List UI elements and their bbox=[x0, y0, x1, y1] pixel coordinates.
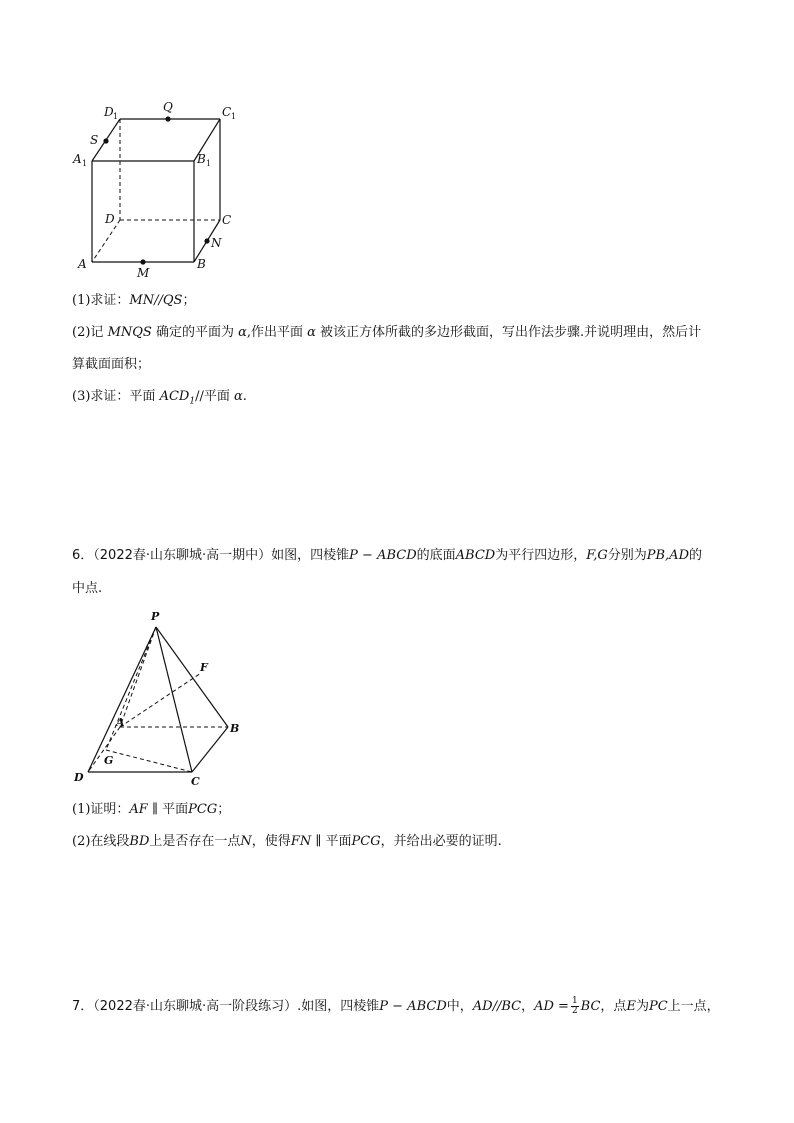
label-s: S bbox=[90, 133, 99, 147]
svg-text:1: 1 bbox=[113, 112, 119, 121]
svg-text:1: 1 bbox=[206, 159, 212, 168]
label-m: M bbox=[137, 266, 150, 280]
q6-part1: (1)证明：AF ∥ 平面PCG； bbox=[72, 802, 231, 817]
label-b: B bbox=[197, 257, 206, 271]
fraction-half: $\frac{1}{2}$ bbox=[571, 996, 578, 1016]
point-q bbox=[165, 116, 170, 121]
svg-text:1: 1 bbox=[82, 159, 88, 168]
q6-stem-line1: 6．（2022春·山东聊城·高一期中）如图，四棱锥P − ABCD的底面ABCD为平行四边形，F,G分别为PB,AD的 bbox=[72, 548, 703, 563]
label-c: C bbox=[222, 213, 232, 227]
label-d1: D bbox=[104, 105, 114, 119]
point-n bbox=[204, 238, 209, 243]
point-m bbox=[140, 259, 145, 264]
q6-stem-line2: 中点. bbox=[72, 581, 103, 596]
svg-text:1: 1 bbox=[231, 112, 237, 121]
label-p: P bbox=[151, 610, 160, 623]
label-q: Q bbox=[163, 100, 173, 114]
label-n: N bbox=[211, 236, 222, 250]
label-c: C bbox=[191, 775, 200, 788]
label-g: G bbox=[104, 754, 114, 767]
q6-part2: (2)在线段BD上是否存在一点N，使得FN ∥ 平面PCG，并给出必要的证明. bbox=[72, 834, 502, 849]
label-a: A bbox=[78, 257, 87, 271]
q7-stem: 7．（2022春·山东聊城·高一阶段练习）.如图，四棱锥P − ABCD中，AD//BC，AD = $\frac{1}{2}$ BC，点E为PC上一点， bbox=[72, 996, 720, 1016]
q5-part1: (1)求证：MN//QS； bbox=[72, 293, 196, 308]
q5-part3: (3)求证：平面 $ACD_1//$平面 α. bbox=[72, 389, 247, 407]
label-d: D bbox=[105, 212, 115, 226]
cube-figure bbox=[70, 95, 250, 285]
label-f: F bbox=[200, 661, 208, 674]
label-a1: A bbox=[73, 152, 82, 166]
label-b: B bbox=[230, 722, 240, 735]
label-a: A bbox=[116, 716, 125, 729]
q5-part2-line1: (2)记 MNQS 确定的平面为 α,作出平面 α 被该正方体所截的多边形截面，写出作法步骤.并说明理由，然后计 bbox=[72, 325, 702, 340]
pyramid-figure bbox=[68, 605, 248, 790]
q5-part2-line2: 算截面面积； bbox=[72, 357, 151, 372]
point-s bbox=[103, 138, 108, 143]
label-b1: B bbox=[197, 152, 206, 166]
label-d: D bbox=[74, 771, 84, 784]
label-c1: C bbox=[222, 105, 232, 119]
